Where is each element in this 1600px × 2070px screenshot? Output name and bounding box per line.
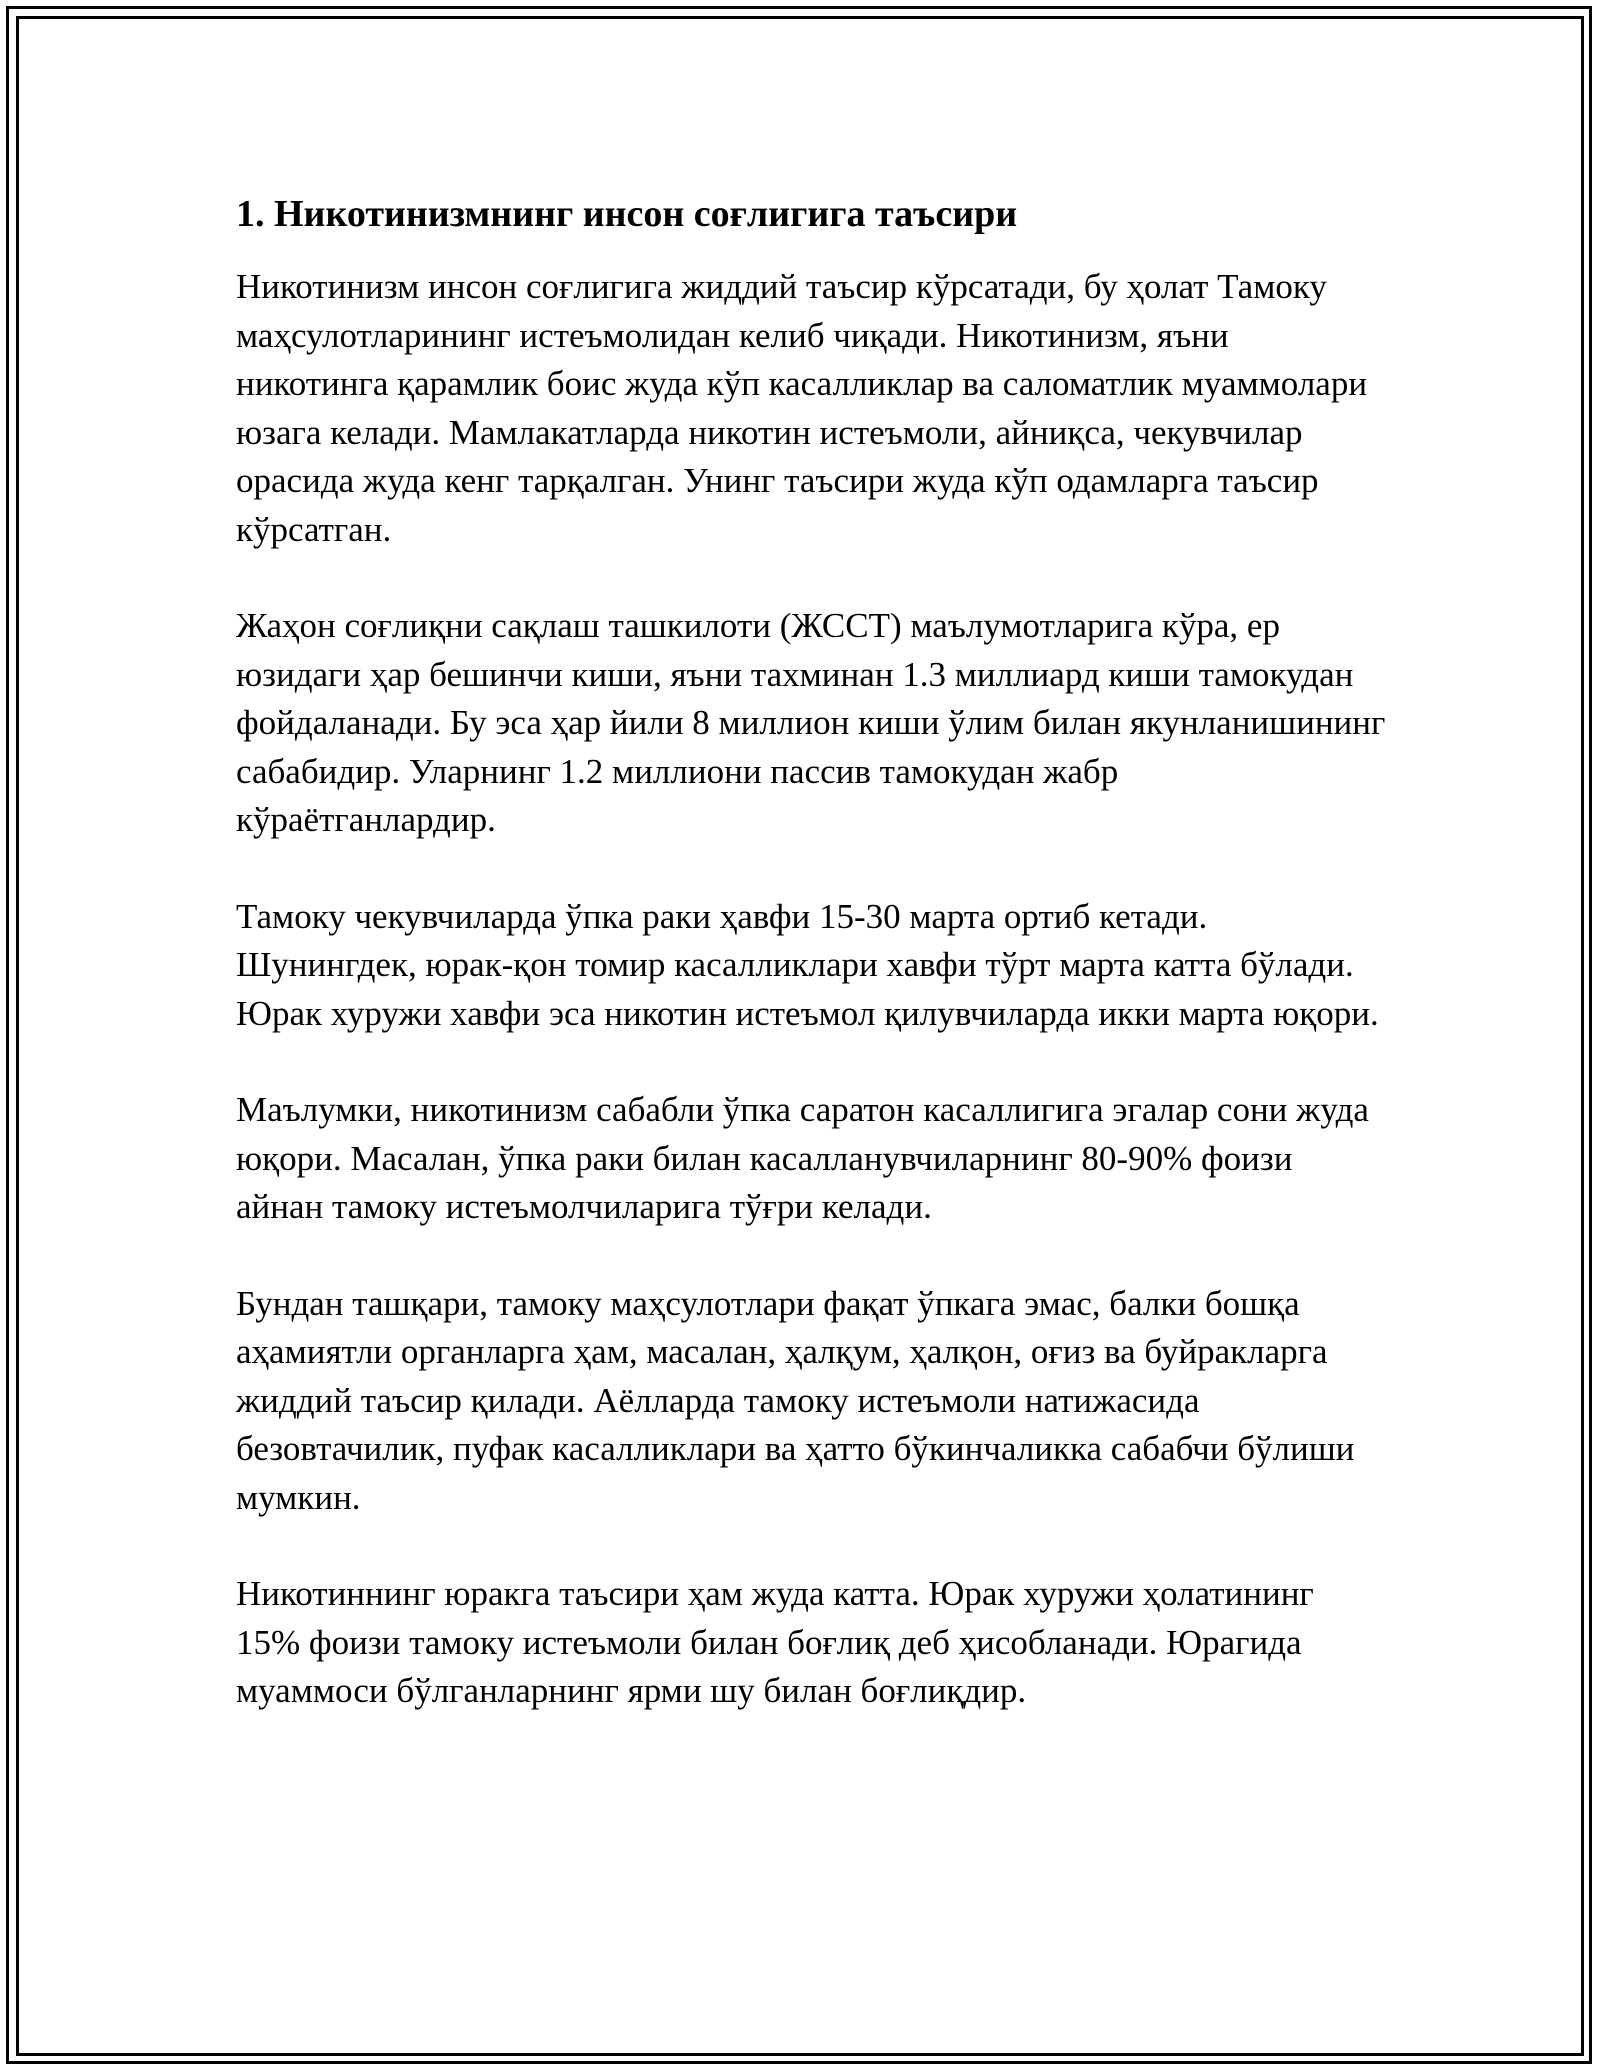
section-heading: 1. Никотинизмнинг инсон соғлигига таъсири xyxy=(236,193,1018,235)
paragraph-other-organs: Бундан ташқари, тамоку маҳсулотлари фақат ўпкага эмас, балки бошқа аҳамиятли органларга ҳам, масалан, ҳалқум, ҳалқон, оғиз ва буйракларга жиддий таъсир қилади. Аёлларда тамоку истеъмоли натижасида безовтачилик, пуфак касалликлари ва ҳатто бўкинчаликка сабабчи бўлиши мумкин. xyxy=(236,1283,1355,1517)
paragraph-cancer-risk: Тамоку чекувчиларда ўпка раки ҳавфи 15-30 марта ортиб кетади. Шунингдек, юрак-қон томир касалликлари хавфи тўрт марта катта бўлади. Юрак хуружи хавфи эса никотин истеъмол қилувчиларда икки марта юқори. xyxy=(236,896,1379,1033)
paragraph-lung-cancer: Маълумки, никотинизм сабабли ўпка саратон касаллигига эгалар сони жуда юқори. Масалан, ўпка раки билан касалланувчиларнинг 80-90% фоизи айнан тамоку истеъмолчиларига тўғри келади. xyxy=(236,1090,1369,1226)
paragraph-who-statistics: Жаҳон соғлиқни сақлаш ташкилоти (ЖССТ) маълумотларига кўра, ер юзидаги ҳар бешинчи киши, яъни тахминан 1.3 миллиард киши тамокудан фойдаланади. Бу эса ҳар йили 8 миллион киши ўлим билан якунланишининг сабабидир. Уларнинг 1.2 миллиони пассив тамокудан жабр кўраётганлардир. xyxy=(236,606,1386,839)
paragraph-intro: Никотинизм инсон соғлигига жиддий таъсир кўрсатади, бу ҳолат Тамоку маҳсулотларининг истеъмолидан келиб чиқади. Никотинизм, яъни никотинга қарамлик боис жуда кўп касалликлар ва саломатлик муаммолари юзага келади. Мамлакатларда никотин истеъмоли, айниқса, чекувчилар орасида жуда кенг тарқалган. Унинг таъсири жуда кўп одамларга таъсир кўрсатган. xyxy=(236,267,1368,549)
document-body xyxy=(236,186,1386,1764)
paragraph-heart-effects: Никотиннинг юракга таъсири ҳам жуда катта. Юрак хуружи ҳолатининг 15% фоизи тамоку истеъмоли билан боғлиқ деб ҳисобланади. Юрагида муаммоси бўлганларнинг ярми шу билан боғлиқдир. xyxy=(236,1574,1314,1710)
